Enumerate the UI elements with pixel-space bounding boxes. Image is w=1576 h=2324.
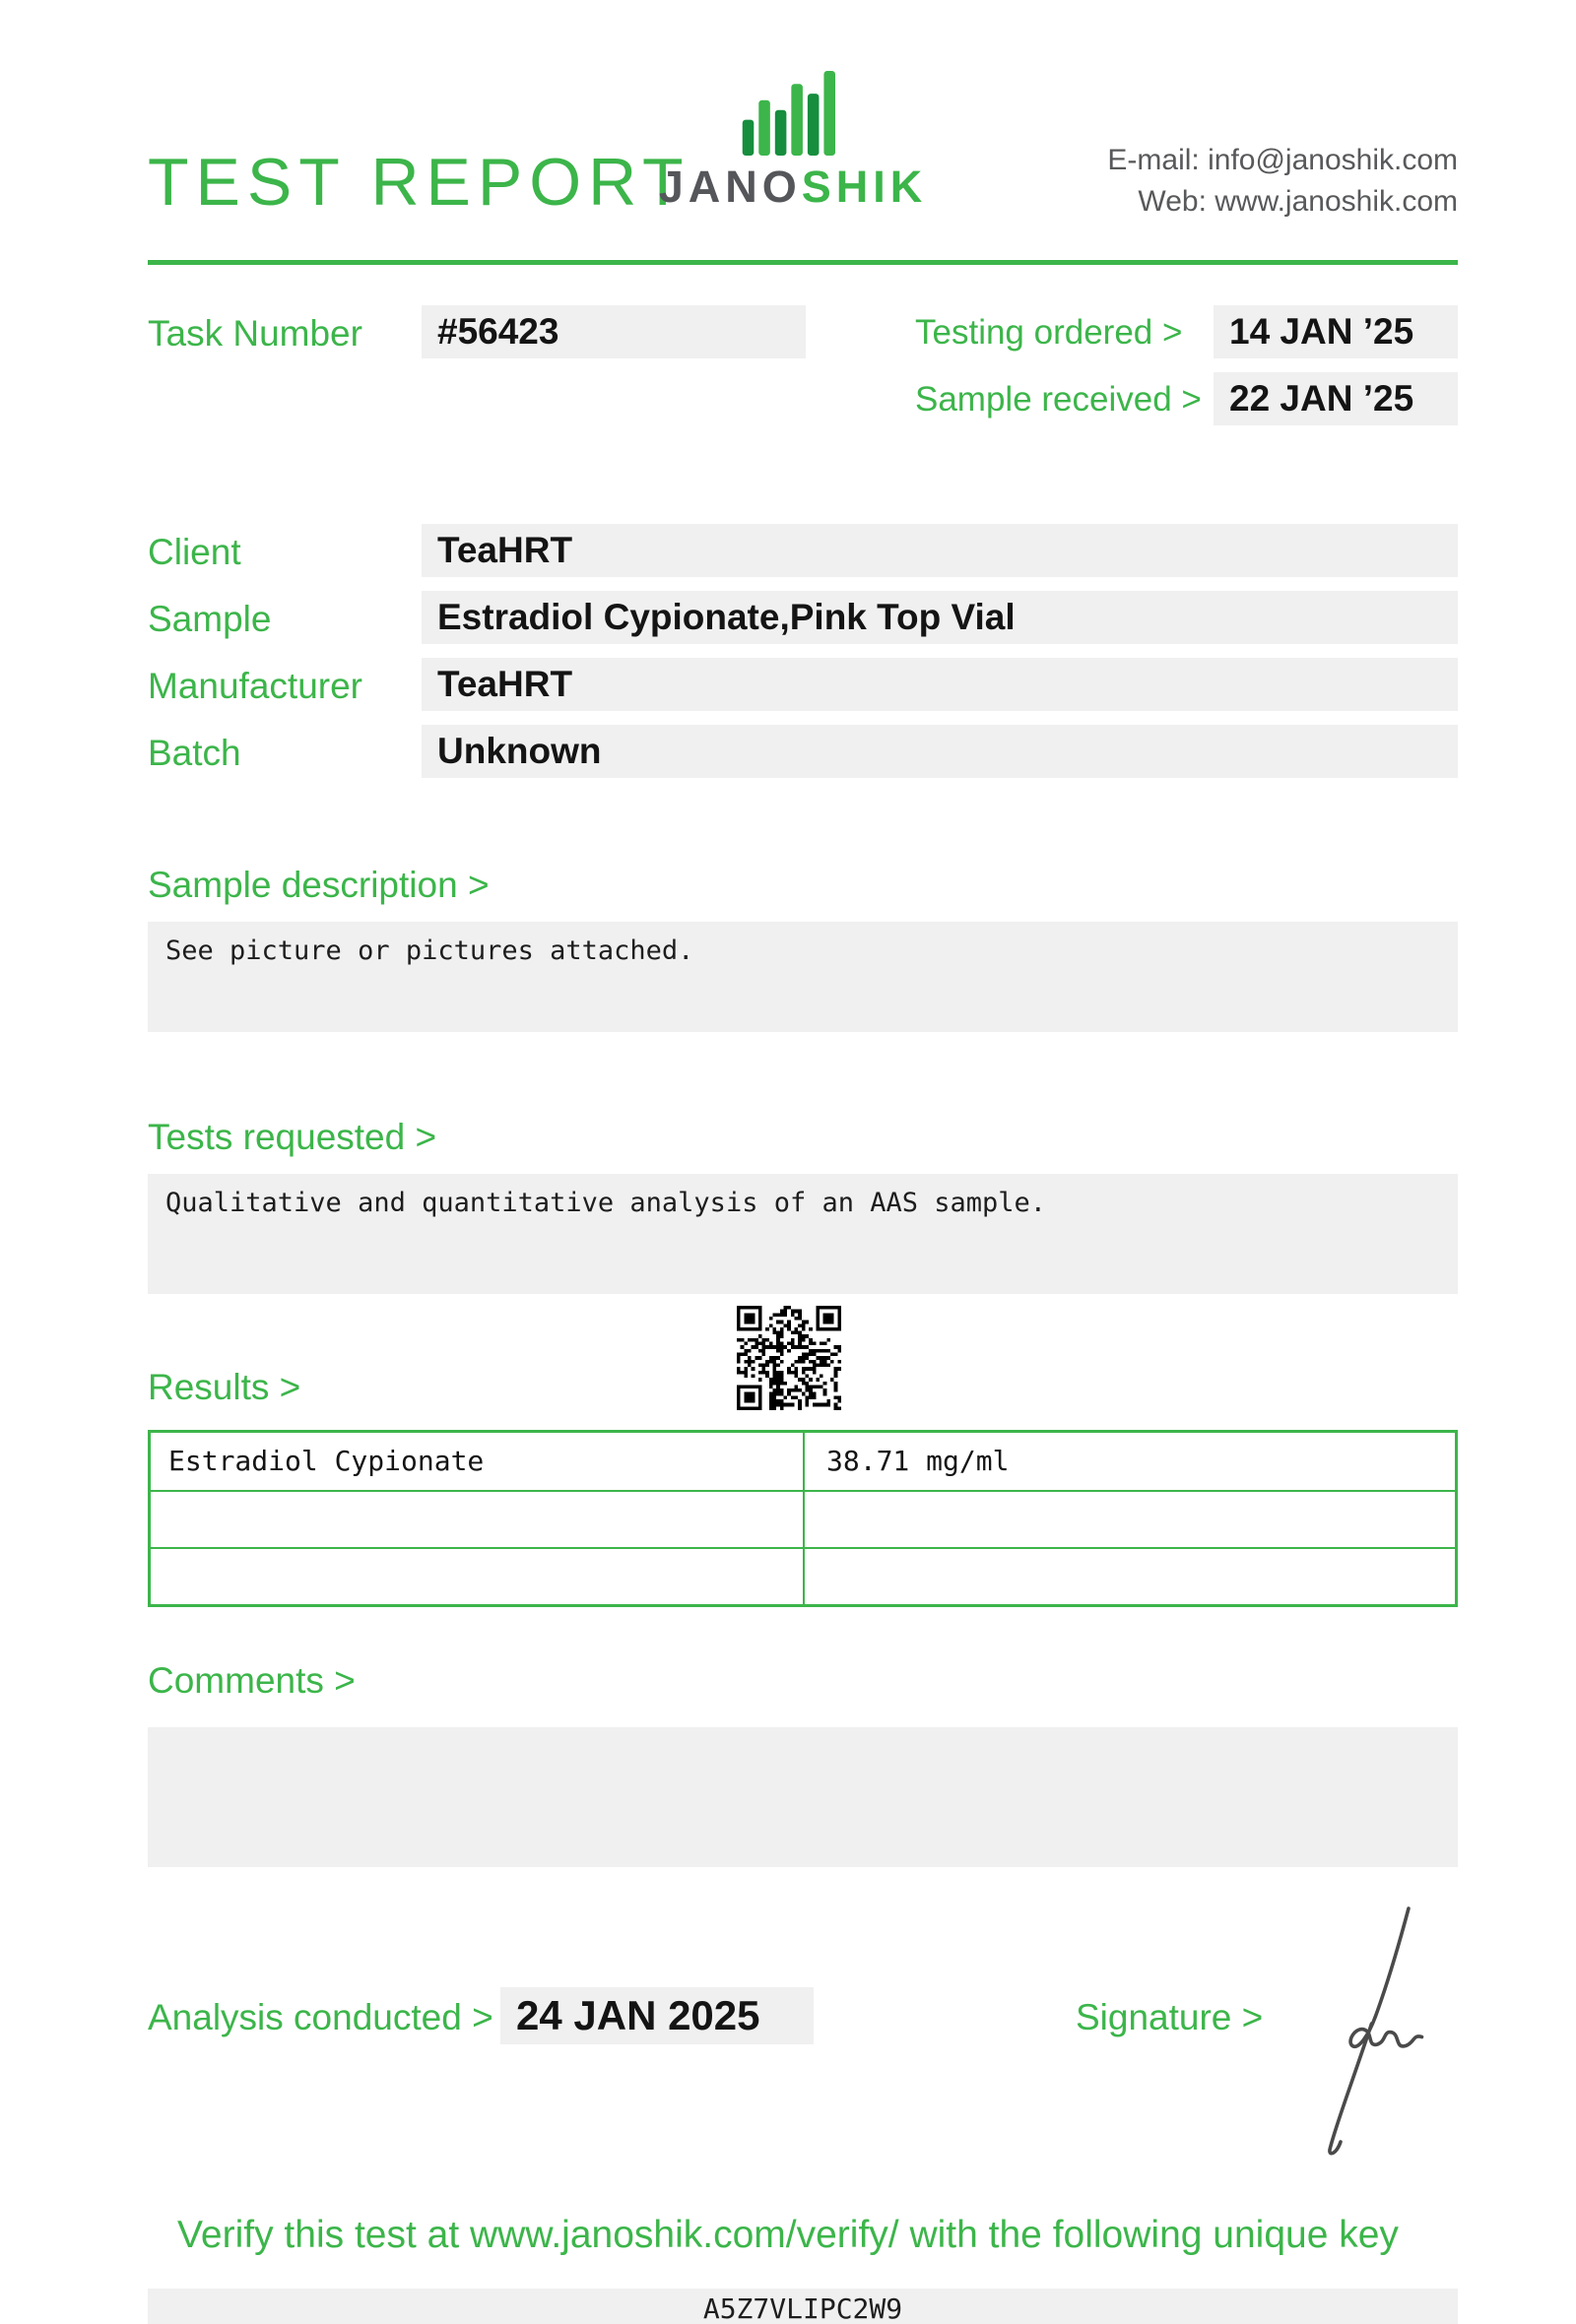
comments-box: [148, 1727, 1458, 1867]
signature-image: [1290, 1893, 1438, 2178]
table-row: [151, 1490, 1455, 1547]
tests-requested-heading: Tests requested >: [148, 1117, 437, 1157]
sample-description-text: See picture or pictures attached.: [165, 936, 694, 966]
batch-value: Unknown: [422, 725, 1458, 778]
table-row: [151, 1433, 1455, 1490]
logo-text-jano: JANO: [658, 161, 802, 212]
janoshik-logo: [650, 71, 936, 213]
sample-description-heading: Sample description >: [148, 865, 490, 905]
contact-block: [1107, 140, 1458, 223]
batch-label: Batch: [148, 733, 241, 773]
analysis-conducted-label: Analysis conducted >: [148, 1997, 493, 2037]
table-row: [151, 1547, 1455, 1604]
client-label: Client: [148, 532, 241, 572]
logo-wordmark: [650, 161, 936, 213]
testing-ordered-value: 14 JAN ’25: [1214, 305, 1458, 358]
tests-requested-box: [148, 1174, 1458, 1294]
result-name-cell: [151, 1492, 805, 1547]
sample-description-box: [148, 922, 1458, 1032]
result-name-cell: [151, 1549, 805, 1604]
analysis-date-value: 24 JAN 2025: [500, 1987, 814, 2044]
task-number-value: #56423: [422, 305, 806, 358]
verify-key: A5Z7VLIPC2W9: [702, 2292, 903, 2324]
task-number-label: Task Number: [148, 313, 362, 354]
header-divider: [148, 260, 1458, 265]
qr-code-icon: [737, 1306, 841, 1410]
result-value-cell: 38.71 mg/ml: [826, 1445, 1010, 1477]
sample-received-label: Sample received >: [915, 380, 1202, 419]
testing-ordered-label: Testing ordered >: [915, 313, 1183, 352]
client-value: TeaHRT: [422, 524, 1458, 577]
signature-label: Signature >: [1076, 1997, 1264, 2037]
sample-label: Sample: [148, 599, 272, 639]
sample-value: Estradiol Cypionate,Pink Top Vial: [422, 591, 1458, 644]
verify-instruction: Verify this test at www.janoshik.com/verify/ with the following unique key: [177, 2214, 1399, 2256]
bar-chart-icon: [740, 71, 846, 156]
sample-received-value: 22 JAN ’25: [1214, 372, 1458, 425]
result-value-cell: [805, 1492, 1455, 1547]
comments-heading: Comments >: [148, 1660, 356, 1701]
results-table: [148, 1430, 1458, 1607]
verify-key-box: [148, 2289, 1458, 2324]
results-heading: Results >: [148, 1367, 301, 1407]
manufacturer-label: Manufacturer: [148, 666, 362, 706]
contact-web: Web: www.janoshik.com: [1138, 185, 1458, 218]
logo-text-shik: SHIK: [801, 161, 928, 212]
manufacturer-value: TeaHRT: [422, 658, 1458, 711]
result-name-cell: Estradiol Cypionate: [151, 1433, 805, 1490]
result-value-cell: [805, 1549, 1455, 1604]
contact-email: E-mail: info@janoshik.com: [1107, 144, 1458, 176]
page-title: TEST REPORT: [148, 145, 690, 220]
tests-requested-text: Qualitative and quantitative analysis of an AAS sample.: [165, 1188, 1047, 1218]
